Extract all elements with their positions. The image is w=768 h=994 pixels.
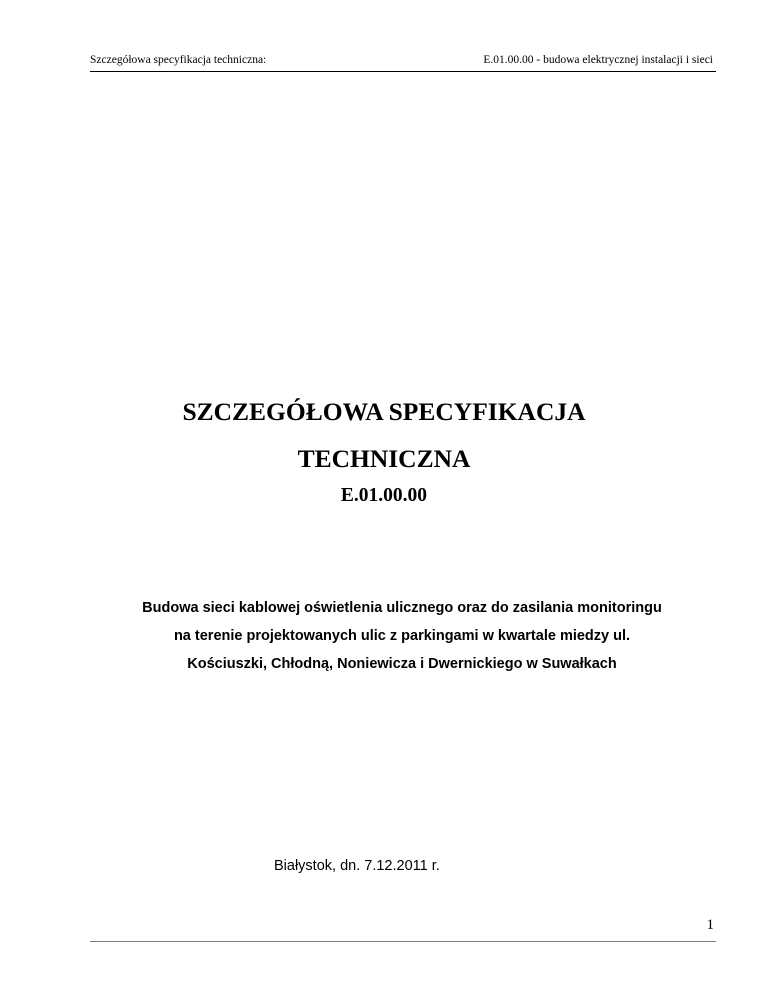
place-and-date: Białystok, dn. 7.12.2011 r. <box>274 858 440 874</box>
running-header <box>90 53 716 72</box>
page-number: 1 <box>706 917 714 933</box>
subject-line-1: Budowa sieci kablowej oświetlenia ulicznego oraz do zasilania monitoringu <box>142 600 662 616</box>
header-specification-code: E.01.00.00 - budowa elektrycznej instalacji i sieci <box>483 54 713 66</box>
header-document-type: Szczegółowa specyfikacja techniczna: <box>90 54 267 66</box>
subject-line-3: Kościuszki, Chłodną, Noniewicza i Dwernickiego w Suwałkach <box>187 656 617 672</box>
document-title-line-2: TECHNICZNA <box>297 444 471 473</box>
specification-code: E.01.00.00 <box>340 485 428 506</box>
subject-line-2: na terenie projektowanych ulic z parkingami w kwartale miedzy ul. <box>173 628 631 644</box>
document-title-line-1: SZCZEGÓŁOWA SPECYFIKACJA <box>182 397 586 426</box>
footer-divider <box>90 941 716 942</box>
